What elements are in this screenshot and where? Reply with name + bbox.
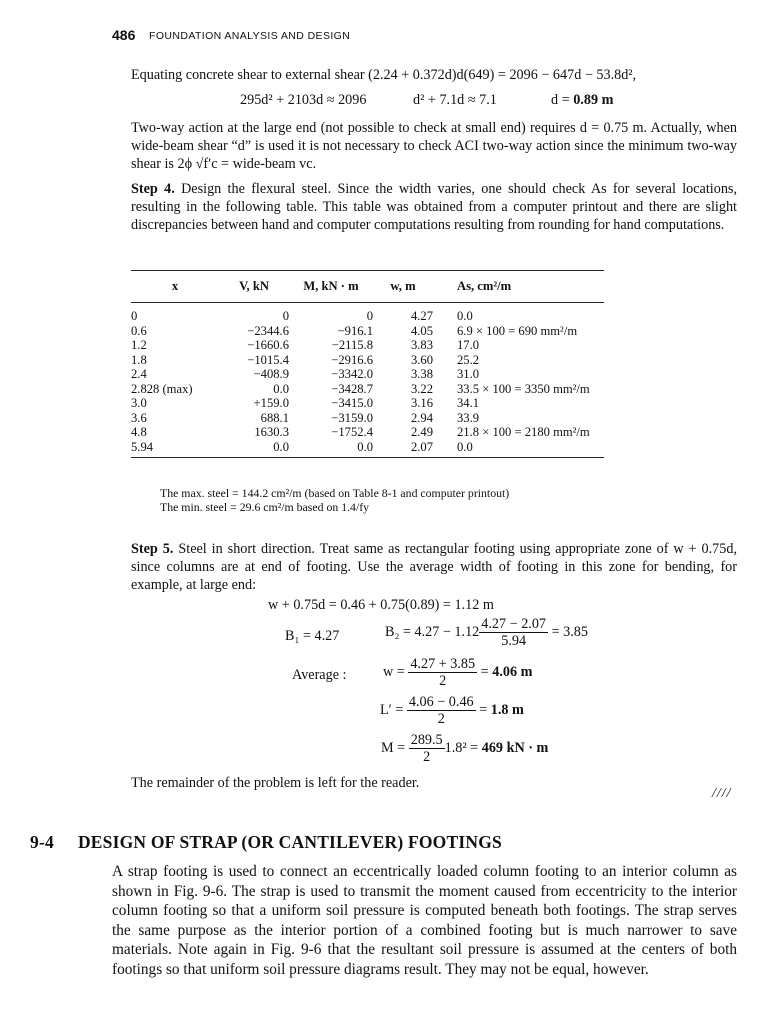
calc-m-mid: 1.8² =	[444, 740, 482, 756]
cell-w: 4.05	[410, 323, 433, 338]
cell-w: 3.83	[410, 338, 433, 352]
step5-label: Step 5.	[131, 541, 174, 557]
cell-w: 3.60	[410, 352, 433, 367]
table-row	[131, 324, 604, 339]
calc-w-rhs	[481, 664, 533, 680]
cell-m: −916.1	[337, 323, 373, 338]
cell-x: 1.8	[131, 352, 147, 367]
cell-x: 3.6	[131, 410, 147, 425]
cell-v: −1015.4	[247, 352, 289, 367]
equation-c-value: 0.89 m	[573, 92, 614, 108]
col-header-w: w, m	[373, 271, 433, 303]
cell-as: 34.1	[457, 396, 480, 410]
calc-b2	[385, 616, 588, 649]
cell-as: 25.2	[457, 352, 480, 367]
table-row	[131, 440, 604, 458]
cell-m: −3342.0	[331, 367, 373, 381]
steel-table	[131, 270, 604, 458]
calc-w-den: 2	[439, 673, 447, 689]
cell-x: 3.0	[131, 396, 147, 410]
cell-w: 2.07	[373, 440, 433, 458]
cell-as: 0.0	[457, 309, 473, 323]
running-title: FOUNDATION ANALYSIS AND DESIGN	[149, 30, 351, 42]
cell-m: 0	[366, 309, 373, 323]
cell-w: 4.27	[410, 309, 433, 323]
table-row	[131, 353, 604, 368]
cell-w: 3.16	[410, 396, 433, 410]
cell-as: 33.5 × 100 = 3350 mm²/m	[457, 381, 590, 396]
table-note-min: The min. steel = 29.6 cm²/m based on 1.4/fy	[160, 500, 370, 514]
equation-c	[551, 92, 613, 109]
col-header-x: x	[131, 271, 219, 303]
cell-x: 5.94	[131, 440, 219, 458]
calc-m-lhs: M =	[381, 740, 406, 756]
calc-w-eq: =	[480, 664, 493, 680]
section-title: DESIGN OF STRAP (OR CANTILEVER) FOOTINGS	[77, 832, 502, 852]
end-of-example-mark: ////	[712, 786, 732, 801]
step5-text: Steel in short direction. Treat same as rectangular footing using appropriate zone of w + 0.75d, since columns are at end of footing. Use the average width of footing in this zone for bending, for example, at large end:	[131, 541, 737, 593]
cell-as: 33.9	[457, 410, 480, 425]
cell-m: −2916.6	[331, 352, 373, 367]
cell-v: 0.0	[273, 381, 289, 396]
equation-line-1: Equating concrete shear to external shear (2.24 + 0.372d)d(649) = 2096 − 647d − 53.8d²,	[131, 67, 637, 83]
remainder-note: The remainder of the problem is left for the reader.	[131, 775, 420, 791]
calc-w	[383, 656, 532, 689]
calc-w-value: 4.06 m	[492, 664, 533, 680]
cell-v: +159.0	[253, 396, 289, 410]
page-number: 486	[112, 27, 136, 43]
calc-m-num: 289.5	[410, 732, 443, 748]
calc-m-den: 2	[423, 749, 431, 765]
calc-m-value: 469 kN · m	[481, 740, 549, 756]
table-row	[131, 367, 604, 382]
cell-as: 6.9 × 100 = 690 mm²/m	[457, 323, 578, 338]
calc-b2-num: 4.27 − 2.07	[481, 616, 547, 632]
calc-l-frac	[407, 694, 476, 727]
cell-v: 0	[282, 309, 289, 323]
step4-text: Design the flexural steel. Since the width varies, one should check As for several locations, resulting in the following table. This table was obtained from a computer printout and there are slight discrepancies between hand and computer computations resulting from rounding for hand computations.	[131, 181, 737, 233]
cell-x: 1.2	[131, 338, 147, 352]
calc-l-num: 4.06 − 0.46	[408, 694, 474, 710]
cell-x: 2.4	[131, 367, 147, 381]
calc-m-rhs	[445, 740, 549, 756]
cell-x: 0	[131, 309, 138, 323]
calc-w-num: 4.27 + 3.85	[410, 656, 476, 672]
calc-w-frac	[408, 656, 477, 689]
cell-x: 0.6	[131, 323, 147, 338]
cell-x: 2.828 (max)	[131, 381, 193, 396]
table-row	[131, 396, 604, 411]
calc-l	[380, 694, 524, 727]
calc-average-label: Average :	[292, 667, 347, 683]
cell-v: 688.1	[260, 410, 289, 425]
table-row	[131, 382, 604, 397]
cell-m: −3415.0	[331, 396, 373, 410]
table-row	[131, 338, 604, 353]
table-header-row	[131, 271, 604, 303]
cell-v: −1660.6	[247, 338, 289, 352]
table-note-max: The max. steel = 144.2 cm²/m (based on Table 8-1 and computer printout)	[160, 486, 510, 500]
table-row	[131, 425, 604, 440]
equation-b: d² + 7.1d ≈ 7.1	[413, 92, 497, 108]
equation-c-prefix: d =	[551, 92, 574, 108]
section-heading	[30, 832, 502, 853]
cell-x: 4.8	[131, 425, 147, 439]
cell-as: 31.0	[457, 367, 480, 381]
cell-m: −2115.8	[331, 338, 373, 352]
calc-b1: B₁ = 4.27	[285, 628, 340, 644]
step4-paragraph	[131, 180, 737, 234]
step4-label: Step 4.	[131, 181, 175, 197]
calc-l-lhs: L′ =	[380, 702, 404, 718]
cell-as: 17.0	[457, 338, 480, 352]
two-way-paragraph: Two-way action at the large end (not possible to check at small end) requires d = 0.75 m. Actually, when wide-beam shear “d” is used it is not necessary to check ACI two-way action since the minimum two-way shear is 2ϕ √f′c = wide-beam vc.	[131, 120, 737, 172]
calc-b2-den: 5.94	[501, 633, 527, 649]
col-header-v: V, kN	[219, 271, 289, 303]
equation-a: 295d² + 2103d ≈ 2096	[240, 92, 367, 108]
calc-l-den: 2	[437, 711, 445, 727]
col-header-as: As, cm²/m	[433, 271, 604, 303]
calc-l-value: 1.8 m	[490, 702, 524, 718]
step5-paragraph	[131, 540, 737, 594]
calc-b2-rhs: = 3.85	[551, 624, 588, 640]
table-row	[131, 303, 604, 324]
table-row	[131, 411, 604, 426]
cell-as: 21.8 × 100 = 2180 mm²/m	[457, 425, 590, 439]
calc-m	[381, 732, 548, 765]
cell-w: 2.94	[410, 410, 433, 425]
calc-b2-frac	[479, 616, 548, 649]
calc-b2-lhs: B₂ = 4.27 − 1.12	[385, 624, 480, 640]
cell-m: −1752.4	[331, 425, 373, 439]
table-body	[131, 303, 604, 458]
cell-as: 0.0	[433, 440, 604, 458]
calc-l-eq: =	[479, 702, 491, 718]
calc-l-rhs	[479, 702, 524, 718]
cell-m: 0.0	[289, 440, 373, 458]
col-header-m: M, kN · m	[289, 271, 373, 303]
section-number: 9-4	[30, 832, 54, 852]
section-paragraph: A strap footing is used to connect an eccentrically loaded column footing to an interior column as shown in Fig. 9-6. The strap is used to transmit the moment caused from eccentricity to the interior column footing so that a uniform soil pressure is computed beneath both footings. The strap serves the same purpose as the interior portion of a combined footing but is much narrower to save materials. Note again in Fig. 9-6 that the resultant soil pressure is assumed at the centers of both footings so that uniform soil pressure diagrams result. They may not be equal, however.	[112, 863, 737, 978]
cell-w: 2.49	[410, 425, 433, 439]
cell-w: 3.38	[410, 367, 433, 381]
calc-w-lhs: w =	[383, 664, 405, 680]
cell-w: 3.22	[410, 381, 433, 396]
cell-v: −408.9	[253, 367, 289, 381]
calc-m-frac	[409, 732, 445, 765]
calc-w075: w + 0.75d = 0.46 + 0.75(0.89) = 1.12 m	[268, 597, 494, 613]
cell-v: −2344.6	[247, 323, 289, 338]
cell-m: −3159.0	[331, 410, 373, 425]
cell-v: 0.0	[219, 440, 289, 458]
cell-v: 1630.3	[254, 425, 289, 439]
cell-m: −3428.7	[331, 381, 373, 396]
